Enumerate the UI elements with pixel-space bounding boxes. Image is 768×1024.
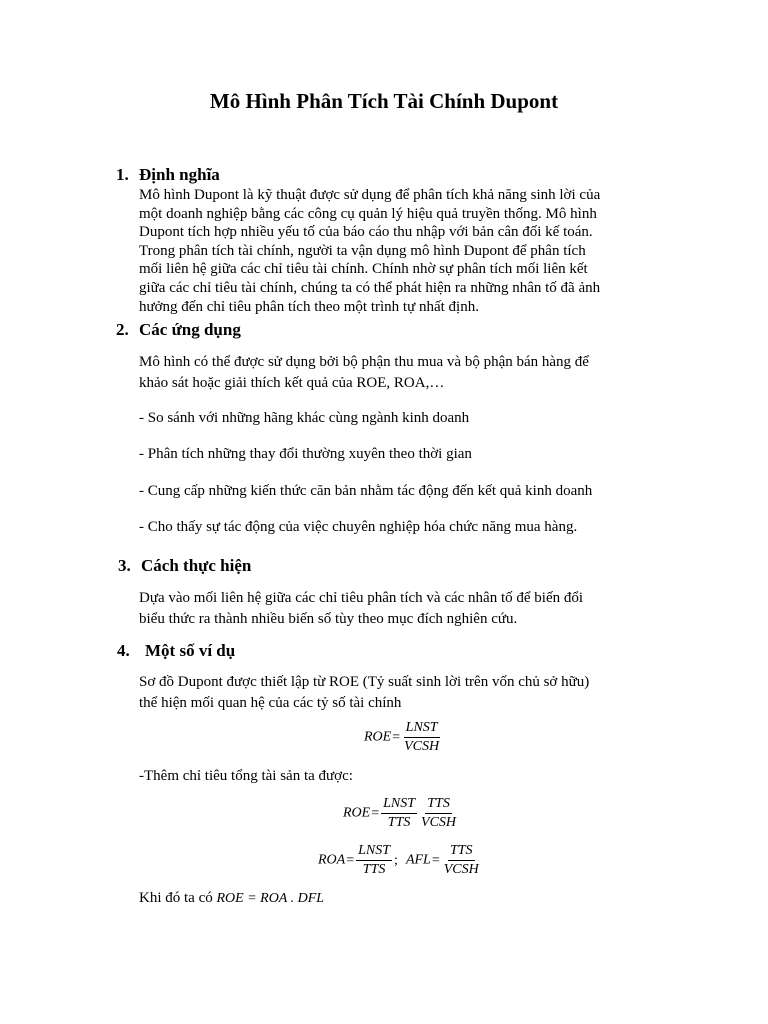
formula-lhs: ROE	[364, 729, 392, 745]
paragraph-line: Dupont tích hợp nhiều yếu tố của báo cáo thu nhập với bản cân đối kế toán.	[139, 224, 593, 241]
equals-sign: =	[392, 729, 401, 745]
bullet-item: - Cung cấp những kiến thức căn bản nhằm tác động đến kết quả kinh doanh	[139, 483, 593, 499]
fraction	[402, 720, 441, 755]
numerator: LNST	[356, 843, 392, 861]
bullet-item: - Phân tích những thay đổi thường xuyên theo thời gian	[139, 446, 472, 462]
formula-roe-expanded	[343, 796, 459, 831]
conclusion-line	[139, 890, 324, 907]
formula-lhs: ROE	[343, 805, 371, 821]
bullet-item: - So sánh với những hãng khác cùng ngành kinh doanh	[139, 410, 470, 426]
document-title: Mô Hình Phân Tích Tài Chính Dupont	[209, 89, 559, 113]
fraction	[419, 796, 458, 831]
denominator: TTS	[387, 815, 411, 830]
section-2-number: 2.	[116, 320, 129, 339]
paragraph-line: Mô hình có thể được sử dụng bởi bộ phận thu mua và bộ phận bán hàng để	[139, 354, 589, 370]
paragraph-line: thể hiện mối quan hệ của các tỷ số tài chính	[139, 695, 402, 711]
section-1-number: 1.	[116, 165, 129, 184]
separator: ;	[394, 852, 398, 868]
section-1-heading: Định nghĩa	[139, 165, 220, 184]
fraction	[381, 796, 417, 831]
equals-sign: =	[431, 852, 440, 868]
paragraph-line: biểu thức ra thành nhiều biến số tùy theo mục đích nghiên cứu.	[139, 611, 518, 627]
section-4-heading: Một số ví dụ	[145, 641, 236, 660]
formula-roa-afl	[318, 843, 482, 878]
paragraph-line: Mô hình Dupont là kỹ thuật được sử dụng để phân tích khả năng sinh lời của	[139, 187, 601, 203]
numerator: TTS	[425, 796, 452, 814]
paragraph-line: Dựa vào mối liên hệ giữa các chỉ tiêu phân tích và các nhân tố để biến đổi	[139, 590, 584, 606]
equals-sign: =	[371, 805, 380, 821]
paragraph-line: hưởng đến chỉ tiêu phân tích theo một trình tự nhất định.	[139, 298, 479, 315]
numerator: LNST	[404, 720, 440, 738]
formula-roe-basic	[364, 720, 442, 755]
section-2-intro	[139, 352, 699, 394]
formula-lhs: AFL	[405, 852, 431, 868]
paragraph-line: một doanh nghiệp bằng các công cụ quản lý hiệu quả truyền thống. Mô hình	[139, 205, 597, 222]
conclusion-prefix: Khi đó ta có	[139, 890, 213, 906]
paragraph-line: Trong phân tích tài chính, người ta vận dụng mô hình Dupont để phân tích	[139, 242, 586, 259]
section-3-heading: Cách thực hiện	[141, 556, 252, 575]
section-3-paragraph	[139, 588, 699, 630]
bullet-item: - Cho thấy sự tác động của việc chuyên nghiệp hóa chức năng mua hàng.	[139, 519, 578, 535]
equals-sign: =	[346, 852, 355, 868]
paragraph-line: Sơ đồ Dupont được thiết lập từ ROE (Tỷ suất sinh lời trên vốn chủ sở hữu)	[139, 674, 590, 690]
denominator: VCSH	[404, 739, 440, 754]
paragraph-line: khảo sát hoặc giải thích kết quả của ROE, ROA,…	[139, 375, 445, 391]
fraction	[356, 843, 392, 878]
numerator: LNST	[381, 796, 417, 814]
formula-lhs: ROA	[318, 852, 346, 868]
section-1-paragraph	[139, 186, 699, 316]
formula-roe-roa-dfl: ROE = ROA . DFL	[216, 891, 325, 906]
numerator: TTS	[448, 843, 475, 861]
denominator: TTS	[362, 862, 386, 877]
paragraph-line: mối liên hệ giữa các chỉ tiêu tài chính. Chính nhờ sự phân tích mối liên kết	[139, 261, 588, 278]
section-2-heading: Các ứng dụng	[139, 320, 241, 339]
add-total-assets-text: -Thêm chỉ tiêu tổng tài sản ta được:	[139, 768, 353, 784]
section-4-number: 4.	[117, 641, 130, 660]
paragraph-line: giữa các chỉ tiêu tài chính, chúng ta có thể phát hiện ra những nhân tố đã ảnh	[139, 279, 601, 296]
denominator: VCSH	[443, 862, 479, 877]
section-3-number: 3.	[118, 556, 131, 575]
section-4-intro	[139, 672, 699, 714]
denominator: VCSH	[421, 815, 457, 830]
fraction	[442, 843, 481, 878]
